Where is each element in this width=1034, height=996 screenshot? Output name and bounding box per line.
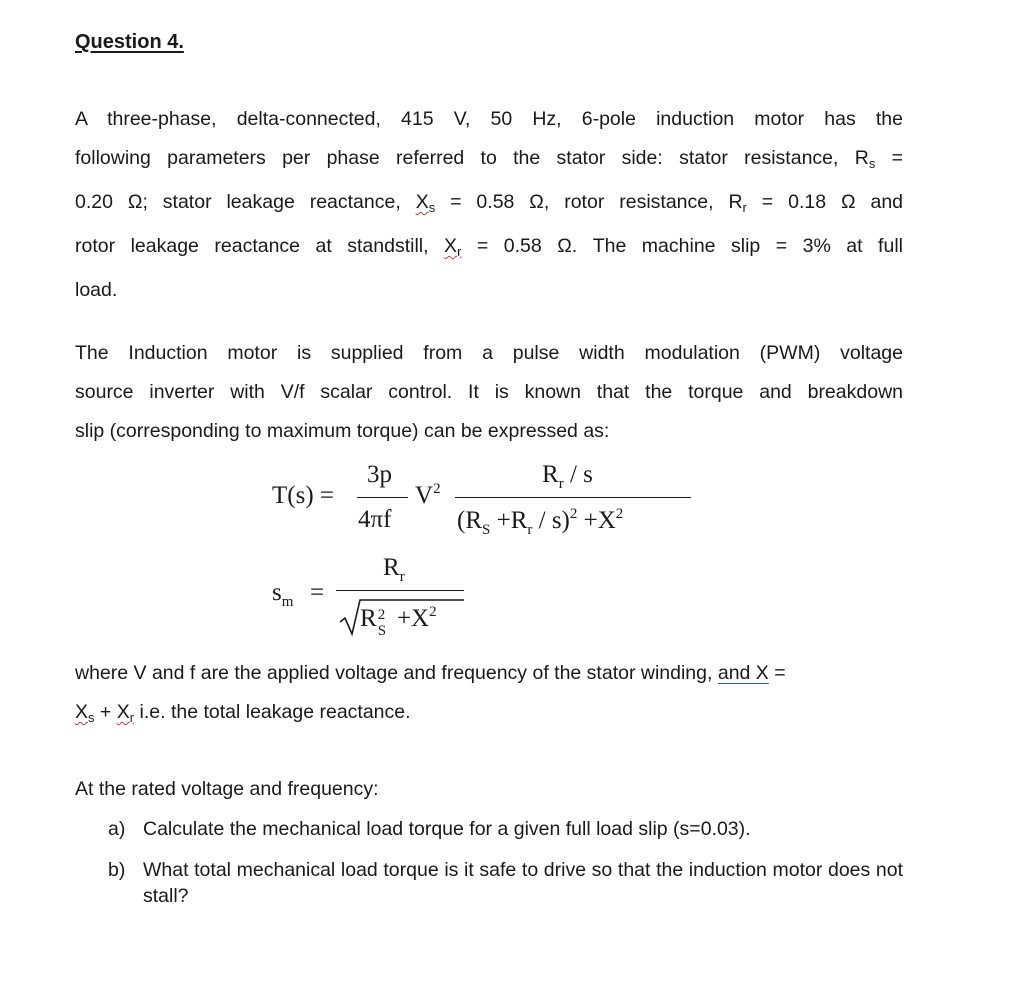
list-item-text: Calculate the mechanical load torque for a given full load slip (s=0.03). (143, 818, 751, 840)
paragraph-line: following parameters per phase referred to the stator side: stator resistance, $R_s$ = (75, 147, 903, 171)
inverter-paragraph (75, 334, 903, 451)
spellcheck-underline: $X_s$ (415, 191, 436, 215)
list-marker: b) (108, 859, 126, 881)
list-item (108, 818, 903, 840)
paragraph-line: At the rated voltage and frequency: (75, 778, 379, 800)
question-title: Question 4. (75, 31, 184, 53)
spellcheck-underline: $X_r$ (116, 701, 135, 725)
paragraph-line: where V and f are the applied voltage and frequency of the stator winding, and X = (75, 662, 786, 684)
paragraph-line: slip (corresponding to maximum torque) can be expressed as: (75, 420, 610, 442)
frac1-denominator: 4πf (358, 506, 392, 533)
list-item-text: What total mechanical load torque is it safe to drive so that the induction motor does not stall? (143, 859, 903, 907)
slip-equals: = (310, 579, 325, 606)
frac1-numerator: 3p (367, 461, 392, 488)
frac2-numerator: $R_r$ / s (542, 461, 593, 492)
paragraph-line: The Induction motor is supplied from a pulse width modulation (PWM) voltage (75, 342, 903, 364)
rated-intro (75, 770, 903, 809)
paragraph-line: A three-phase, delta-connected, 415 V, 50 Hz, 6-pole induction motor has the (75, 108, 903, 130)
square-root-sign (338, 596, 468, 638)
paragraph-line: 0.20 Ω; stator leakage reactance, $X_s = 0.58$ Ω, rotor resistance, $R_r = 0.18$ Ω and (75, 191, 904, 215)
question-list (108, 818, 903, 909)
spellcheck-underline: $X_r$ (444, 235, 462, 259)
paragraph-line: source inverter with V/f scalar control. It is known that the torque and breakdown (75, 381, 903, 403)
list-item (108, 857, 903, 909)
paragraph-line: rotor leakage reactance at standstill, $X_r = 0.58$ Ω. The machine slip = 3% at full (75, 235, 903, 259)
grammar-underline: and X (717, 662, 769, 684)
slip-lhs: $s_m$ (272, 579, 294, 610)
slip-denominator: R 2 S $+X^2$ (360, 604, 437, 639)
frac2-denominator: $(R_S +R_r / s)^2 +X^2$ (457, 506, 624, 538)
list-marker: a) (108, 818, 126, 840)
where-paragraph (75, 654, 903, 737)
fraction-bar (357, 497, 408, 498)
paragraph-line: $X_s + X_r$ i.e. the total leakage reactance. (75, 701, 411, 725)
spellcheck-underline: $X_s$ (75, 701, 95, 725)
fraction-bar (455, 497, 691, 498)
torque-lhs: T(s) = (272, 482, 334, 509)
fraction-bar (336, 590, 464, 591)
voltage-term: $V^2$ (415, 481, 441, 509)
slip-numerator: $R_r$ (383, 554, 405, 585)
motor-description-paragraph (75, 100, 903, 310)
paragraph-line: load. (75, 279, 118, 301)
